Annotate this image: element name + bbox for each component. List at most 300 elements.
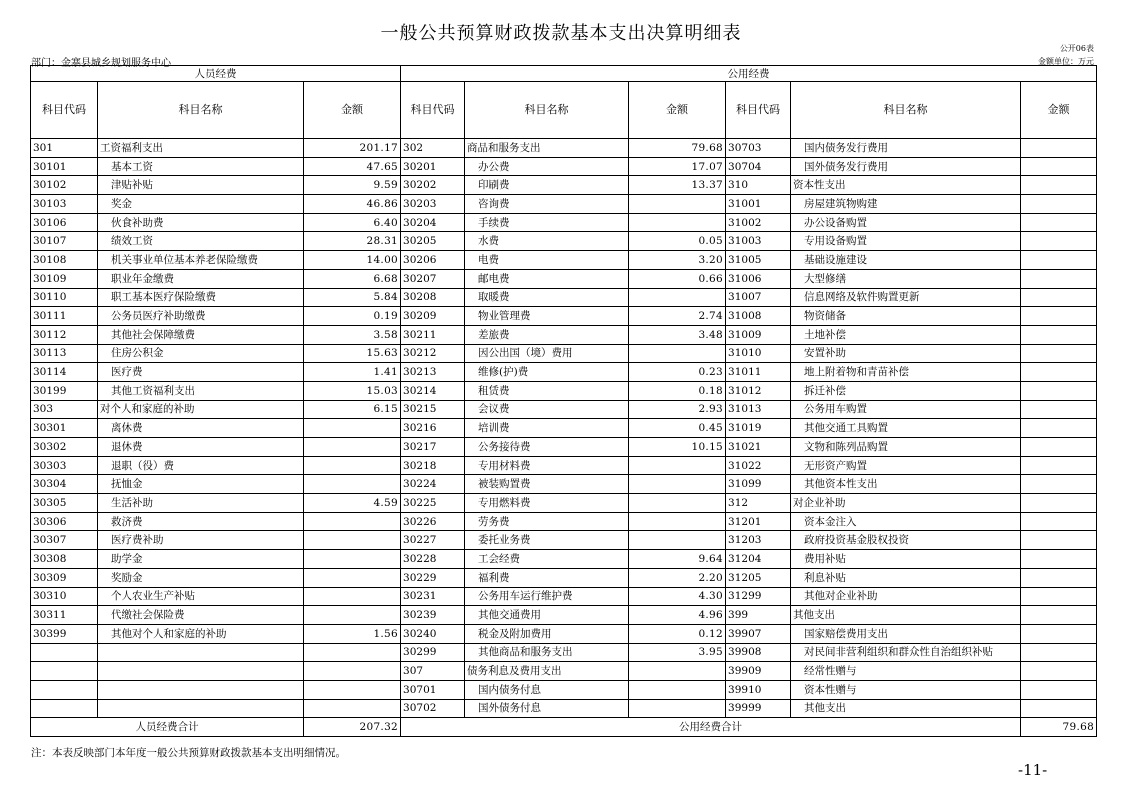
subject-code: 31021 — [726, 438, 791, 457]
subject-code: 30305 — [31, 494, 98, 513]
table-row — [31, 550, 1097, 569]
group-personnel: 人员经费 — [31, 66, 401, 82]
table-row — [31, 232, 1097, 251]
subject-name: 地上附着物和青苗补偿 — [791, 363, 1021, 382]
subject-amount — [304, 419, 401, 438]
subject-code: 30199 — [31, 381, 98, 400]
subject-name: 其他交通工具购置 — [791, 419, 1021, 438]
subject-name: 国内债务付息 — [465, 680, 629, 699]
subject-amount — [304, 606, 401, 625]
subject-amount — [1021, 531, 1097, 550]
subject-code: 30206 — [401, 251, 465, 270]
subject-code: 30204 — [401, 213, 465, 232]
subject-name: 政府投资基金股权投资 — [791, 531, 1021, 550]
subject-amount — [1021, 662, 1097, 681]
subject-name: 绩效工资 — [98, 232, 304, 251]
subject-name: 信息网络及软件购置更新 — [791, 288, 1021, 307]
subject-code: 31009 — [726, 325, 791, 344]
subject-code: 30108 — [31, 251, 98, 270]
subject-amount: 9.59 — [304, 176, 401, 195]
subject-name: 拆迁补偿 — [791, 381, 1021, 400]
subject-name: 差旅费 — [465, 325, 629, 344]
subject-amount — [629, 662, 726, 681]
subject-name: 咨询费 — [465, 195, 629, 214]
subject-code: 30703 — [726, 139, 791, 158]
subject-name: 其他社会保障缴费 — [98, 325, 304, 344]
subject-name: 奖励金 — [98, 568, 304, 587]
subject-amount — [1021, 251, 1097, 270]
subject-code: 31019 — [726, 419, 791, 438]
subject-amount: 9.64 — [629, 550, 726, 569]
col-name: 科目名称 — [465, 82, 629, 139]
subject-amount — [629, 494, 726, 513]
subject-code: 31022 — [726, 456, 791, 475]
subject-amount — [304, 512, 401, 531]
subject-name: 公务用车购置 — [791, 400, 1021, 419]
subject-name: 个人农业生产补贴 — [98, 587, 304, 606]
table-body — [31, 139, 1097, 718]
subject-code: 30311 — [31, 606, 98, 625]
department-label: 部门：金寨县城乡规划服务中心 — [31, 58, 171, 69]
subject-name: 劳务费 — [465, 512, 629, 531]
column-header-row — [31, 82, 1097, 139]
subject-name: 利息补贴 — [791, 568, 1021, 587]
table-row — [31, 176, 1097, 195]
subject-name: 邮电费 — [465, 269, 629, 288]
subject-name: 职工基本医疗保险缴费 — [98, 288, 304, 307]
subject-amount: 2.74 — [629, 307, 726, 326]
subject-name: 经常性赠与 — [791, 662, 1021, 681]
subject-amount — [1021, 419, 1097, 438]
subject-code: 30229 — [401, 568, 465, 587]
subject-amount — [304, 475, 401, 494]
subject-amount — [1021, 438, 1097, 457]
subject-name: 文物和陈列品购置 — [791, 438, 1021, 457]
subject-name — [98, 643, 304, 662]
table-row — [31, 325, 1097, 344]
subject-code: 30228 — [401, 550, 465, 569]
subject-name: 助学金 — [98, 550, 304, 569]
table-row — [31, 419, 1097, 438]
subject-amount — [1021, 288, 1097, 307]
table-row — [31, 662, 1097, 681]
subject-code: 30214 — [401, 381, 465, 400]
subject-code: 31003 — [726, 232, 791, 251]
page-number: -11- — [1018, 761, 1048, 779]
subject-amount — [1021, 568, 1097, 587]
subject-code: 31008 — [726, 307, 791, 326]
subject-code: 31010 — [726, 344, 791, 363]
subject-code: 30216 — [401, 419, 465, 438]
subject-name: 对个人和家庭的补助 — [98, 400, 304, 419]
subject-name: 国外债务付息 — [465, 699, 629, 718]
subject-name: 其他对个人和家庭的补助 — [98, 624, 304, 643]
subject-amount — [1021, 512, 1097, 531]
subject-code: 30225 — [401, 494, 465, 513]
subject-amount — [1021, 307, 1097, 326]
table-row — [31, 606, 1097, 625]
subject-name: 对企业补助 — [791, 494, 1021, 513]
subject-code: 31204 — [726, 550, 791, 569]
subject-amount: 4.30 — [629, 587, 726, 606]
subject-amount: 79.68 — [629, 139, 726, 158]
subject-amount — [629, 680, 726, 699]
subject-code: 30201 — [401, 157, 465, 176]
subject-code: 31203 — [726, 531, 791, 550]
subject-code: 30212 — [401, 344, 465, 363]
subject-amount: 0.12 — [629, 624, 726, 643]
subject-code: 31099 — [726, 475, 791, 494]
table-row — [31, 344, 1097, 363]
subject-amount: 28.31 — [304, 232, 401, 251]
subject-name: 税金及附加费用 — [465, 624, 629, 643]
subject-amount — [304, 568, 401, 587]
subject-amount — [1021, 550, 1097, 569]
col-amount: 金额 — [304, 82, 401, 139]
subject-code: 39907 — [726, 624, 791, 643]
subject-code: 31011 — [726, 363, 791, 382]
subject-code: 30110 — [31, 288, 98, 307]
subject-code: 30702 — [401, 699, 465, 718]
subject-code: 30218 — [401, 456, 465, 475]
unit-label: 金额单位：万元 — [1038, 57, 1094, 66]
subject-code: 30112 — [31, 325, 98, 344]
subject-code: 30227 — [401, 531, 465, 550]
subject-name: 伙食补助费 — [98, 213, 304, 232]
subject-amount: 0.19 — [304, 307, 401, 326]
subject-name: 土地补偿 — [791, 325, 1021, 344]
subject-amount — [629, 475, 726, 494]
subject-code: 30226 — [401, 512, 465, 531]
subject-code: 30208 — [401, 288, 465, 307]
subject-code: 31006 — [726, 269, 791, 288]
subject-amount: 14.00 — [304, 251, 401, 270]
subject-code: 30309 — [31, 568, 98, 587]
subject-code: 30306 — [31, 512, 98, 531]
subject-name: 医疗费补助 — [98, 531, 304, 550]
table-row — [31, 363, 1097, 382]
table-row — [31, 643, 1097, 662]
subject-code: 30224 — [401, 475, 465, 494]
subject-name: 退休费 — [98, 438, 304, 457]
subject-name: 维修(护)费 — [465, 363, 629, 382]
col-name: 科目名称 — [98, 82, 304, 139]
subject-amount: 47.65 — [304, 157, 401, 176]
subject-code: 30240 — [401, 624, 465, 643]
subject-code: 30205 — [401, 232, 465, 251]
subject-code: 31013 — [726, 400, 791, 419]
subject-code: 30106 — [31, 213, 98, 232]
subject-name: 对民间非营利组织和群众性自治组织补贴 — [791, 643, 1021, 662]
subject-amount: 15.63 — [304, 344, 401, 363]
subject-name: 物业管理费 — [465, 307, 629, 326]
public-total-value: 79.68 — [1021, 718, 1097, 737]
subject-code: 30202 — [401, 176, 465, 195]
subject-amount — [1021, 494, 1097, 513]
subject-name: 其他资本性支出 — [791, 475, 1021, 494]
subject-amount: 0.05 — [629, 232, 726, 251]
subject-amount — [1021, 643, 1097, 662]
subject-code: 30301 — [31, 419, 98, 438]
subject-code: 31012 — [726, 381, 791, 400]
table-row — [31, 438, 1097, 457]
group-public: 公用经费 — [401, 66, 1097, 82]
subject-name: 其他支出 — [791, 699, 1021, 718]
subject-amount: 201.17 — [304, 139, 401, 158]
subject-name: 债务利息及费用支出 — [465, 662, 629, 681]
form-code: 公开06表 — [1059, 44, 1094, 53]
subject-amount — [629, 344, 726, 363]
subject-amount: 3.58 — [304, 325, 401, 344]
table-row — [31, 307, 1097, 326]
subject-name: 工资福利支出 — [98, 139, 304, 158]
subject-name: 商品和服务支出 — [465, 139, 629, 158]
subject-amount — [1021, 606, 1097, 625]
subject-amount — [629, 213, 726, 232]
subject-name — [98, 662, 304, 681]
footnote: 注：本表反映部门本年度一般公共预算财政拨款基本支出明细情况。 — [31, 747, 346, 759]
subject-code: 31201 — [726, 512, 791, 531]
subject-code: 30308 — [31, 550, 98, 569]
subject-code: 30704 — [726, 157, 791, 176]
table-row — [31, 475, 1097, 494]
subject-name: 福利费 — [465, 568, 629, 587]
subject-amount: 0.23 — [629, 363, 726, 382]
subject-amount — [304, 550, 401, 569]
subject-amount — [629, 195, 726, 214]
subject-code: 31001 — [726, 195, 791, 214]
subject-code: 30107 — [31, 232, 98, 251]
subject-amount — [304, 662, 401, 681]
subject-name: 工会经费 — [465, 550, 629, 569]
subject-amount — [629, 531, 726, 550]
subject-code — [31, 643, 98, 662]
subject-name: 其他工资福利支出 — [98, 381, 304, 400]
subject-code: 30111 — [31, 307, 98, 326]
subject-amount: 2.20 — [629, 568, 726, 587]
subject-amount — [1021, 176, 1097, 195]
subject-name: 其他对企业补助 — [791, 587, 1021, 606]
subject-code: 39909 — [726, 662, 791, 681]
subject-code — [31, 662, 98, 681]
subject-amount — [1021, 325, 1097, 344]
subject-name: 费用补贴 — [791, 550, 1021, 569]
subject-code: 30304 — [31, 475, 98, 494]
subject-amount — [304, 680, 401, 699]
subject-amount — [304, 438, 401, 457]
subject-name: 住房公积金 — [98, 344, 304, 363]
subject-name: 电费 — [465, 251, 629, 270]
subject-name: 其他商品和服务支出 — [465, 643, 629, 662]
subject-name: 印刷费 — [465, 176, 629, 195]
subject-name: 基础设施建设 — [791, 251, 1021, 270]
subject-amount: 4.59 — [304, 494, 401, 513]
subject-code: 31002 — [726, 213, 791, 232]
table-row — [31, 680, 1097, 699]
subject-code: 303 — [31, 400, 98, 419]
subject-name: 无形资产购置 — [791, 456, 1021, 475]
subject-amount — [1021, 139, 1097, 158]
table-row — [31, 512, 1097, 531]
subject-name: 奖金 — [98, 195, 304, 214]
subject-amount: 6.15 — [304, 400, 401, 419]
subject-name: 其他支出 — [791, 606, 1021, 625]
subject-amount — [304, 531, 401, 550]
subject-name: 培训费 — [465, 419, 629, 438]
subject-name: 公务用车运行维护费 — [465, 587, 629, 606]
subject-code: 30211 — [401, 325, 465, 344]
subject-code: 31205 — [726, 568, 791, 587]
subject-code: 30310 — [31, 587, 98, 606]
subject-code: 30203 — [401, 195, 465, 214]
subject-amount: 1.41 — [304, 363, 401, 382]
subject-code: 30302 — [31, 438, 98, 457]
subject-name: 国家赔偿费用支出 — [791, 624, 1021, 643]
subject-amount — [304, 456, 401, 475]
subject-code: 312 — [726, 494, 791, 513]
subject-amount: 5.84 — [304, 288, 401, 307]
subject-name: 国内债务发行费用 — [791, 139, 1021, 158]
subject-code: 30299 — [401, 643, 465, 662]
subject-name: 手续费 — [465, 213, 629, 232]
subject-amount: 0.45 — [629, 419, 726, 438]
subject-name: 资本性赠与 — [791, 680, 1021, 699]
subject-amount: 3.20 — [629, 251, 726, 270]
subject-name: 租赁费 — [465, 381, 629, 400]
subject-name: 职业年金缴费 — [98, 269, 304, 288]
subject-code: 31007 — [726, 288, 791, 307]
subject-amount — [629, 288, 726, 307]
col-code: 科目代码 — [401, 82, 465, 139]
subject-name: 生活补助 — [98, 494, 304, 513]
subject-amount: 3.95 — [629, 643, 726, 662]
col-code: 科目代码 — [31, 82, 98, 139]
subject-name: 抚恤金 — [98, 475, 304, 494]
group-header-row — [31, 66, 1097, 82]
table-row — [31, 381, 1097, 400]
subject-amount: 15.03 — [304, 381, 401, 400]
subject-amount — [1021, 475, 1097, 494]
subject-name: 因公出国（境）费用 — [465, 344, 629, 363]
subject-code: 399 — [726, 606, 791, 625]
subject-amount — [1021, 400, 1097, 419]
table-row — [31, 494, 1097, 513]
subject-name: 办公费 — [465, 157, 629, 176]
page-title: 一般公共预算财政拨款基本支出决算明细表 — [380, 23, 742, 44]
subject-name: 会议费 — [465, 400, 629, 419]
subject-name: 取暖费 — [465, 288, 629, 307]
subject-amount — [304, 699, 401, 718]
subject-name: 国外债务发行费用 — [791, 157, 1021, 176]
subject-name: 物资储备 — [791, 307, 1021, 326]
personnel-total-value: 207.32 — [304, 718, 401, 737]
subject-name: 机关事业单位基本养老保险缴费 — [98, 251, 304, 270]
subject-amount: 1.56 — [304, 624, 401, 643]
public-total-label: 公用经费合计 — [401, 718, 1021, 737]
subject-name: 代缴社会保险费 — [98, 606, 304, 625]
subject-amount: 10.15 — [629, 438, 726, 457]
totals-row — [31, 718, 1097, 737]
subject-code: 30109 — [31, 269, 98, 288]
subject-name — [98, 680, 304, 699]
col-amount: 金额 — [1021, 82, 1097, 139]
subject-name: 离休费 — [98, 419, 304, 438]
subject-code: 301 — [31, 139, 98, 158]
subject-amount: 4.96 — [629, 606, 726, 625]
subject-code: 39908 — [726, 643, 791, 662]
table-row — [31, 400, 1097, 419]
table-row — [31, 139, 1097, 158]
subject-amount — [1021, 381, 1097, 400]
table-row — [31, 269, 1097, 288]
col-amount: 金额 — [629, 82, 726, 139]
subject-amount — [629, 699, 726, 718]
subject-name: 其他交通费用 — [465, 606, 629, 625]
subject-amount: 13.37 — [629, 176, 726, 195]
subject-code: 39999 — [726, 699, 791, 718]
subject-amount — [629, 512, 726, 531]
subject-amount — [1021, 363, 1097, 382]
subject-code: 30209 — [401, 307, 465, 326]
table-row — [31, 531, 1097, 550]
subject-name: 被装购置费 — [465, 475, 629, 494]
subject-amount — [629, 456, 726, 475]
subject-amount: 0.18 — [629, 381, 726, 400]
subject-amount — [304, 587, 401, 606]
subject-amount — [1021, 195, 1097, 214]
table-row — [31, 624, 1097, 643]
subject-amount: 2.93 — [629, 400, 726, 419]
subject-code: 30231 — [401, 587, 465, 606]
subject-code: 30303 — [31, 456, 98, 475]
subject-name: 资本金注入 — [791, 512, 1021, 531]
subject-code: 30215 — [401, 400, 465, 419]
subject-code: 30113 — [31, 344, 98, 363]
subject-amount — [1021, 456, 1097, 475]
subject-code — [31, 680, 98, 699]
personnel-total-label: 人员经费合计 — [31, 718, 304, 737]
subject-code: 30102 — [31, 176, 98, 195]
subject-code: 30207 — [401, 269, 465, 288]
subject-name: 专用设备购置 — [791, 232, 1021, 251]
table-row — [31, 568, 1097, 587]
table-row — [31, 195, 1097, 214]
table-row — [31, 288, 1097, 307]
subject-amount — [1021, 680, 1097, 699]
table-row — [31, 213, 1097, 232]
subject-code: 39910 — [726, 680, 791, 699]
subject-code: 310 — [726, 176, 791, 195]
subject-amount: 6.40 — [304, 213, 401, 232]
subject-name: 安置补助 — [791, 344, 1021, 363]
subject-code: 30103 — [31, 195, 98, 214]
subject-name: 医疗费 — [98, 363, 304, 382]
expenditure-table — [30, 65, 1097, 737]
table-row — [31, 251, 1097, 270]
table-row — [31, 157, 1097, 176]
subject-name: 公务接待费 — [465, 438, 629, 457]
col-name: 科目名称 — [791, 82, 1021, 139]
subject-code: 30213 — [401, 363, 465, 382]
subject-amount: 17.07 — [629, 157, 726, 176]
subject-code: 307 — [401, 662, 465, 681]
subject-amount — [1021, 157, 1097, 176]
subject-name: 水费 — [465, 232, 629, 251]
subject-name: 专用燃料费 — [465, 494, 629, 513]
subject-name: 退职（役）费 — [98, 456, 304, 475]
subject-code: 30307 — [31, 531, 98, 550]
subject-code: 302 — [401, 139, 465, 158]
